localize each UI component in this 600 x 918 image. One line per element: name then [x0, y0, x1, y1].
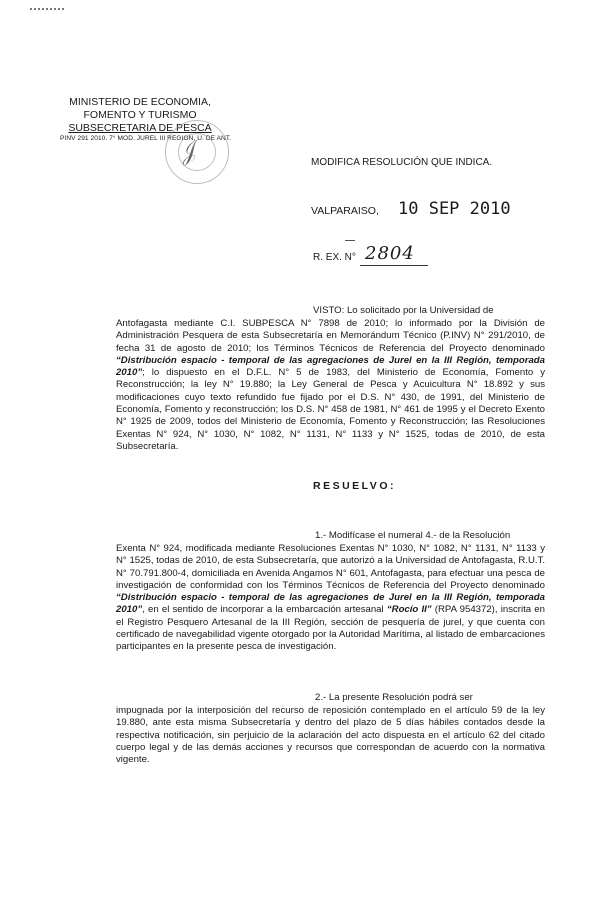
rex-label: R. EX. N°	[313, 252, 356, 263]
item1-text-2: , en el sentido de incorporar a la embarcación artesanal	[142, 604, 387, 616]
item1-paragraph	[116, 543, 545, 654]
signature-scribble: 𝒥	[176, 138, 200, 167]
visto-text-2: ; lo dispuesto en el D.F.L. N° 5 de 1983, del Ministerio de Economía, Fomento y Reconstrucción; la ley N° 19.880; la Ley General de Pesca y Acuicultura N° 18.892 y sus modificaciones cuyo texto refundido fue fijado por el D.S. N° 430, de 1991, del Ministerio de Economía, Fomento y reconstrucción; los D.S. N° 458 de 1981, N° 461 de 1995 y el Decreto Exento N° 1925 de 2009, todos del Ministerio de Economía, Fomento y Reconstrucción; las Resoluciones Exentas N° 924, N° 1030, N° 1082, N° 1131, N° 1133 y N° 1525, todas de 2010, de esta Subsecretaría.	[116, 367, 545, 452]
visto-project-name: “Distribución espacio - temporal de las agregaciones de Jurel en la III Región, temporada 2010”	[116, 354, 545, 379]
reference-code: PINV 291 2010. 7° MOD. JUREL III REGION, U. DE ANT.	[60, 135, 232, 142]
scan-marks	[30, 8, 64, 12]
dash-mark	[345, 240, 355, 241]
date-stamp: 10 SEP 2010	[398, 199, 511, 219]
rex-underline	[360, 265, 428, 266]
item2-first-line: 2.- La presente Resolución podrá ser	[315, 692, 473, 703]
item1-first-line: 1.- Modifícase el numeral 4.- de la Resolución	[315, 530, 511, 541]
item1-text-1: Exenta N° 924, modificada mediante Resoluciones Exentas N° 1030, N° 1082, N° 1131, N° 1133 y N° 1525, todas de 2010, de esta Subsecretaría, que autorizó a la Universidad de Antofagasta, R.U.T. N° 70.791.800-4, domiciliada en Avenida Angamos N° 601, Antofagasta, para efectuar una pesca de investigación de conformidad con los Términos Técnicos de Referencia del Proyecto denominado	[116, 543, 545, 591]
rex-number: 2804	[365, 243, 415, 264]
visto-paragraph	[116, 318, 545, 453]
item2-paragraph: impugnada por la interposición del recurso de reposición contemplado en el artículo 59 de la ley 19.880, ante esta misma Subsecretaría y dentro del plazo de 5 días hábiles contados desde la respectiva notificación, sin perjuicio de la aclaración del acto dispuesta en el artículo 62 del citado cuerpo legal y de las demás acciones y recursos que correspondan de acuerdo con la normativa vigente.	[116, 705, 545, 766]
subsecretaria: SUBSECRETARIA DE PESCA	[68, 122, 212, 134]
ministry-line-1: MINISTERIO DE ECONOMIA,	[69, 96, 211, 108]
visto-first-line: VISTO: Lo solicitado por la Universidad de	[313, 305, 494, 316]
place: VALPARAISO,	[311, 205, 379, 217]
visto-text-1: Antofagasta mediante C.I. SUBPESCA N° 7898 de 2010; lo informado por la División de Administración Pesquera de esta Subsecretaría en Memorándum Técnico (P.INV) N° 291/2010, de fecha 31 de agosto de 2010; los Términos Técnicos de Referencia del Proyecto denominado	[116, 318, 545, 354]
document-title: MODIFICA RESOLUCIÓN QUE INDICA.	[311, 157, 493, 168]
resuelvo-heading: RESUELVO:	[313, 480, 396, 492]
ministry-line-2: FOMENTO Y TURISMO	[83, 109, 197, 121]
item1-vessel-name: “Rocío II”	[386, 604, 432, 616]
item1-text-3: (RPA 954372), inscrita en el Registro Pesquero Artesanal de la III Región, sección de pesquería de jurel, y que cuenta con certificado de navegabilidad vigente otorgado por la Autoridad Marítima, al listado de embarcaciones participantes en la presente pesca de investigación.	[116, 604, 545, 653]
item1-project-name: “Distribución espacio - temporal de las agregaciones de Jurel en la III Región, temporada 2010”	[116, 592, 545, 616]
